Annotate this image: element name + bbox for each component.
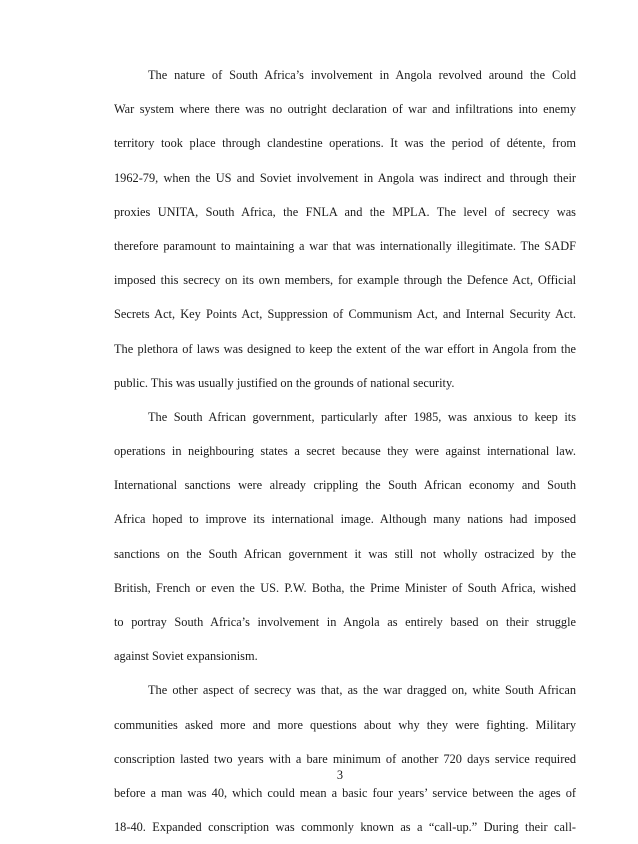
- paragraph-1-line-3: territory took place through clandestine operations. It was the period of détente, from: [114, 136, 576, 151]
- paragraph-1-line-7: imposed this secrecy on its own members, for example through the Defence Act, Official: [114, 273, 576, 288]
- paragraph-1-line-10: public. This was usually justified on the grounds of national security.: [114, 375, 455, 390]
- body-text: [114, 58, 576, 844]
- paragraph-2-line-4: Africa hoped to improve its international image. Although many nations had imposed: [114, 512, 576, 527]
- paragraph-3-line-4: before a man was 40, which could mean a basic four years’ service between the ages of: [114, 785, 576, 800]
- paragraph-3-line-1: The other aspect of secrecy was that, as the war dragged on, white South African: [148, 683, 576, 698]
- paragraph-1-line-5: proxies UNITA, South Africa, the FNLA and the MPLA. The level of secrecy was: [114, 204, 576, 219]
- paragraph-1-line-4: 1962-79, when the US and Soviet involvement in Angola was indirect and through their: [114, 170, 576, 185]
- paragraph-2-line-1: The South African government, particularly after 1985, was anxious to keep its: [148, 409, 576, 424]
- paragraph-3-line-2: communities asked more and more questions about why they were fighting. Military: [114, 717, 576, 732]
- paragraph-1-line-2: War system where there was no outright declaration of war and infiltrations into enemy: [114, 102, 576, 117]
- paragraph-1-line-9: The plethora of laws was designed to keep the extent of the war effort in Angola from the: [114, 341, 576, 356]
- page-number: 3: [336, 768, 344, 782]
- paragraph-2-line-5: sanctions on the South African government it was still not wholly ostracized by the: [114, 546, 576, 561]
- paragraph-2-line-8: against Soviet expansionism.: [114, 649, 258, 664]
- paragraph-1-line-6: therefore paramount to maintaining a war that was internationally illegitimate. The SADF: [114, 238, 576, 253]
- paragraph-2-line-7: to portray South Africa’s involvement in Angola as entirely based on their struggle: [114, 615, 576, 629]
- paragraph-3-line-3: conscription lasted two years with a bare minimum of another 720 days service required: [114, 751, 576, 766]
- paragraph-1-line-1: The nature of South Africa’s involvement in Angola revolved around the Cold: [148, 68, 576, 82]
- paragraph-2-line-3: International sanctions were already crippling the South African economy and South: [114, 478, 576, 493]
- paragraph-2-line-2: operations in neighbouring states a secret because they were against international law.: [114, 444, 576, 459]
- paragraph-3-line-5: 18-40. Expanded conscription was commonly known as a “call-up.” During their call-: [114, 820, 576, 835]
- paragraph-2-line-6: British, French or even the US. P.W. Botha, the Prime Minister of South Africa, wished: [114, 580, 576, 595]
- paragraph-1-line-8: Secrets Act, Key Points Act, Suppression of Communism Act, and Internal Security Act.: [114, 307, 576, 322]
